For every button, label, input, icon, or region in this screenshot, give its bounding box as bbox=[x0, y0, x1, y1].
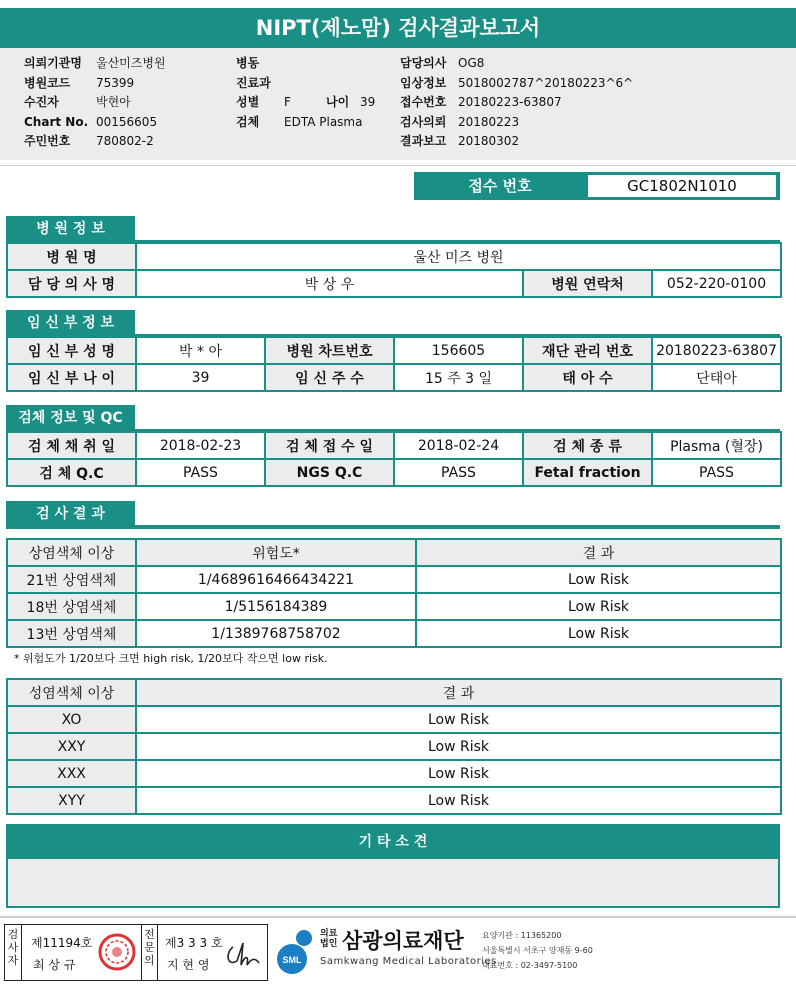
divider bbox=[0, 916, 796, 918]
table-row bbox=[7, 760, 781, 787]
mother-name-label: 임 신 부 성 명 bbox=[7, 337, 136, 364]
result-value: Low Risk bbox=[416, 593, 781, 620]
table-row bbox=[7, 459, 781, 486]
contact-line: 요양기관 : 11365200 bbox=[482, 931, 562, 940]
fetus-label: 태 아 수 bbox=[523, 364, 652, 391]
receipt-box bbox=[414, 172, 780, 200]
row-label: 21번 상염색체 bbox=[7, 566, 136, 593]
table-row bbox=[7, 787, 781, 814]
table-header-row bbox=[7, 539, 781, 566]
svg-text:SML: SML bbox=[282, 955, 302, 965]
tester-vertical-label: 검사자 bbox=[5, 925, 22, 980]
row-label: 18번 상염색체 bbox=[7, 593, 136, 620]
receipt-number: GC1802N1010 bbox=[588, 175, 776, 197]
other-findings-box bbox=[6, 824, 780, 908]
result-value: Low Risk bbox=[416, 566, 781, 593]
row-label: XO bbox=[7, 706, 136, 733]
contact-line: 대표번호 : 02-3497-5100 bbox=[482, 961, 578, 970]
mother-table bbox=[6, 336, 782, 392]
fetus-count: 단태아 bbox=[652, 364, 781, 391]
row-label: XYY bbox=[7, 787, 136, 814]
info-row: 병원코드 75399 bbox=[24, 76, 135, 90]
result-value: Low Risk bbox=[136, 760, 781, 787]
brand-prefix: 의료 법인 bbox=[320, 929, 338, 949]
col-header: 결 과 bbox=[136, 679, 781, 706]
col-header: 상염색체 이상 bbox=[7, 539, 136, 566]
table-row bbox=[7, 270, 781, 297]
risk-footnote: * 위험도가 1/20보다 크면 high risk, 1/20보다 작으면 low risk. bbox=[14, 652, 328, 665]
table-row bbox=[7, 364, 781, 391]
info-row: Chart No. 00156605 bbox=[24, 115, 158, 129]
section-specimen-heading: 검체 정보 및 QC bbox=[6, 405, 135, 431]
patient-info-panel bbox=[0, 48, 796, 160]
sml-logo-icon bbox=[270, 926, 318, 976]
qc-label: 검 체 Q.C bbox=[7, 459, 136, 486]
seal-stamp-icon bbox=[97, 931, 137, 973]
hospital-name-label: 병 원 명 bbox=[7, 243, 136, 270]
table-row bbox=[7, 337, 781, 364]
result-value: Low Risk bbox=[136, 706, 781, 733]
autosome-table bbox=[6, 538, 782, 648]
section-hospital-heading: 병 원 정 보 bbox=[6, 216, 135, 242]
info-row: 임상정보 5018002787^20180223^6^ bbox=[400, 76, 634, 90]
foundation-label: 재단 관리 번호 bbox=[523, 337, 652, 364]
contact-line: 서울특별시 서초구 양재동 9-60 bbox=[482, 946, 593, 955]
info-row: 접수번호 20180223-63807 bbox=[400, 95, 562, 109]
tester-name: 최 상 규 bbox=[33, 958, 76, 972]
result-value: Low Risk bbox=[416, 620, 781, 647]
qc-value: PASS bbox=[136, 459, 265, 486]
info-row: 병동 bbox=[236, 56, 260, 70]
hospital-table bbox=[6, 242, 782, 298]
specialist-vertical-label: 전문의 bbox=[141, 925, 158, 980]
table-row bbox=[7, 432, 781, 459]
row-label: XXY bbox=[7, 733, 136, 760]
mother-name: 박 * 아 bbox=[136, 337, 265, 364]
specialist-license: 제3 3 3 호 bbox=[165, 936, 223, 950]
report-title: NIPT(제노맘) 검사결과보고서 bbox=[0, 8, 796, 48]
specimen-type: Plasma (혈장) bbox=[652, 432, 781, 459]
table-row bbox=[7, 733, 781, 760]
info-row: 결과보고 20180302 bbox=[400, 134, 520, 148]
info-row: 의뢰기관명 울산미즈병원 bbox=[24, 56, 166, 70]
hospital-name: 울산 미즈 병원 bbox=[136, 243, 781, 270]
table-row bbox=[7, 566, 781, 593]
receive-label: 검 체 접 수 일 bbox=[265, 432, 394, 459]
section-mother-heading: 임 신 부 정 보 bbox=[6, 310, 135, 336]
col-header: 위험도* bbox=[136, 539, 416, 566]
info-row: 성별 F bbox=[236, 95, 291, 109]
info-row: 진료과 bbox=[236, 76, 271, 90]
chart-label: 병원 차트번호 bbox=[265, 337, 394, 364]
weeks: 15 주 3 일 bbox=[394, 364, 523, 391]
sex-chromosome-table bbox=[6, 678, 782, 815]
risk-value: 1/1389768758702 bbox=[136, 620, 416, 647]
doctor-name: 박 상 우 bbox=[136, 270, 523, 297]
risk-value: 1/4689616466434221 bbox=[136, 566, 416, 593]
foundation-number: 20180223-63807 bbox=[652, 337, 781, 364]
ff-value: PASS bbox=[652, 459, 781, 486]
brand-name: 삼광의료재단 bbox=[342, 929, 464, 953]
col-header: 성염색체 이상 bbox=[7, 679, 136, 706]
type-label: 검 체 종 류 bbox=[523, 432, 652, 459]
specimen-table bbox=[6, 431, 782, 487]
info-row: 나이 39 bbox=[326, 95, 376, 109]
section-results-heading: 검 사 결 과 bbox=[6, 501, 135, 527]
result-value: Low Risk bbox=[136, 787, 781, 814]
signature-scribble-icon bbox=[223, 937, 263, 971]
doctor-label: 담 당 의 사 명 bbox=[7, 270, 136, 297]
collect-label: 검 체 채 취 일 bbox=[7, 432, 136, 459]
divider bbox=[0, 165, 796, 166]
ff-label: Fetal fraction bbox=[523, 459, 652, 486]
receipt-label: 접수 번호 bbox=[468, 177, 532, 195]
info-row: 검체 EDTA Plasma bbox=[236, 115, 363, 129]
phone-label: 병원 연락처 bbox=[523, 270, 652, 297]
contact-block bbox=[482, 928, 593, 973]
result-value: Low Risk bbox=[136, 733, 781, 760]
info-row: 주민번호 780802-2 bbox=[24, 134, 154, 148]
receive-date: 2018-02-24 bbox=[394, 432, 523, 459]
table-row bbox=[7, 706, 781, 733]
mother-age: 39 bbox=[136, 364, 265, 391]
info-row: 검사의뢰 20180223 bbox=[400, 115, 520, 129]
specialist-name: 지 현 영 bbox=[167, 958, 210, 972]
table-row bbox=[7, 620, 781, 647]
brand-english: Samkwang Medical Laboratories bbox=[320, 956, 497, 967]
info-row: 수진자 박현아 bbox=[24, 95, 131, 109]
weeks-label: 임 신 주 수 bbox=[265, 364, 394, 391]
risk-value: 1/5156184389 bbox=[136, 593, 416, 620]
info-row: 담당의사 OG8 bbox=[400, 56, 485, 70]
section-rule bbox=[6, 525, 780, 529]
collect-date: 2018-02-23 bbox=[136, 432, 265, 459]
table-row bbox=[7, 243, 781, 270]
row-label: XXX bbox=[7, 760, 136, 787]
row-label: 13번 상염색체 bbox=[7, 620, 136, 647]
ngs-label: NGS Q.C bbox=[265, 459, 394, 486]
col-header: 결 과 bbox=[416, 539, 781, 566]
phone: 052-220-0100 bbox=[652, 270, 781, 297]
table-row bbox=[7, 593, 781, 620]
table-header-row bbox=[7, 679, 781, 706]
tester-license: 제11194호 bbox=[31, 936, 93, 950]
chart-number: 156605 bbox=[394, 337, 523, 364]
lab-logo bbox=[270, 924, 794, 981]
ngs-value: PASS bbox=[394, 459, 523, 486]
other-findings-heading: 기 타 소 견 bbox=[8, 826, 778, 859]
signature-box bbox=[4, 924, 268, 981]
mother-age-label: 임 신 부 나 이 bbox=[7, 364, 136, 391]
